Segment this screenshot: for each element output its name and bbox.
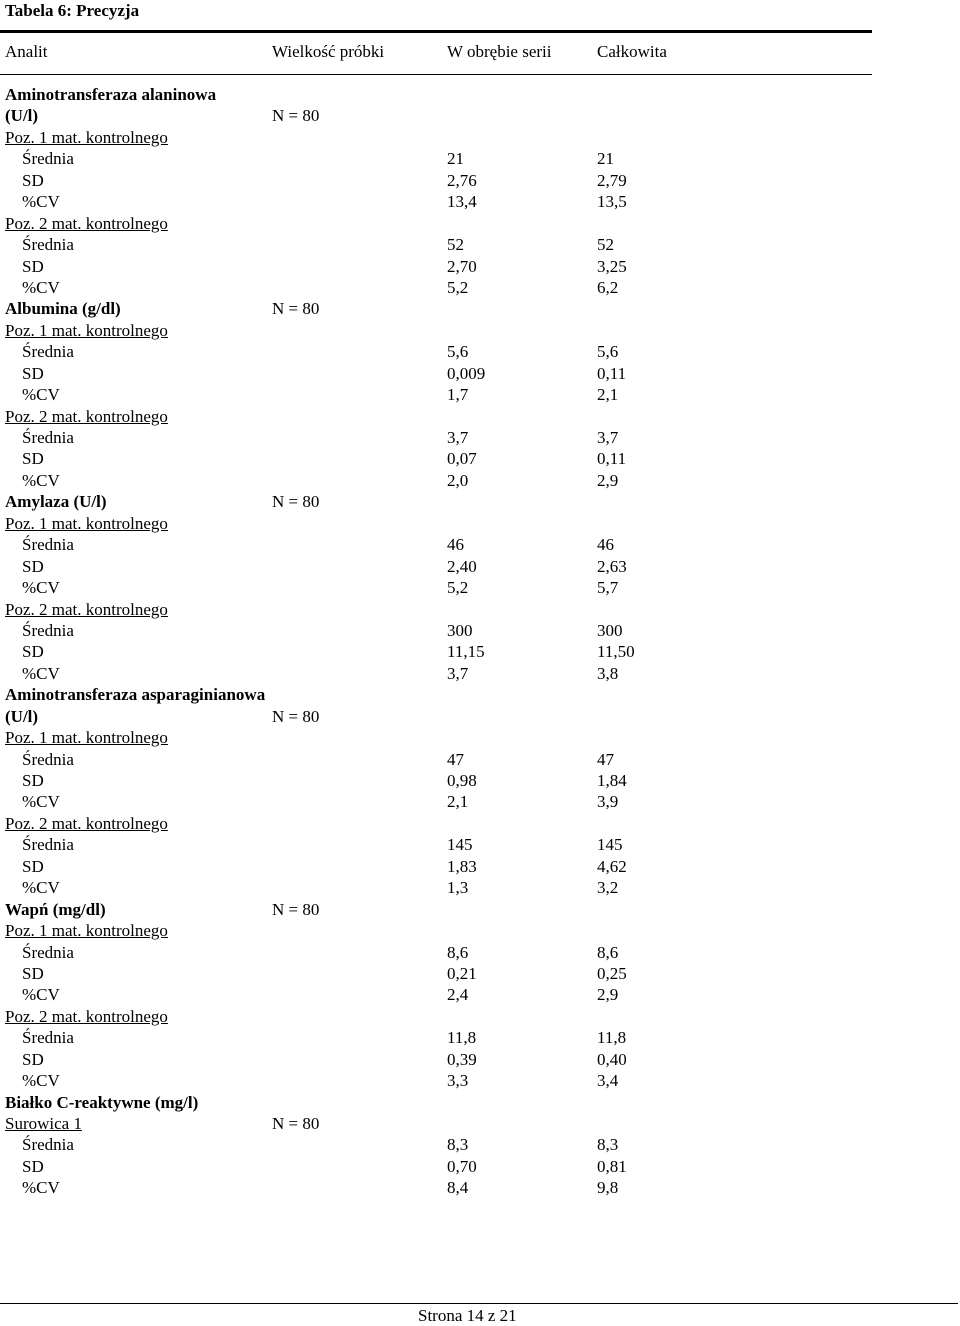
within-run-value: 11,8 [447, 1028, 477, 1048]
control-level-label: Poz. 1 mat. kontrolnego [5, 127, 168, 147]
header-within-run: W obrębie serii [447, 42, 552, 61]
total-value: 2,9 [597, 470, 619, 490]
table-row [0, 470, 960, 491]
total-value: 46 [597, 535, 614, 555]
within-run-value: 8,3 [447, 1135, 469, 1155]
table-row [0, 320, 960, 341]
total-value: 8,3 [597, 1135, 619, 1155]
statistic-label: Średnia [22, 149, 74, 169]
table-row [0, 148, 960, 169]
total-value: 2,9 [597, 985, 619, 1005]
statistic-label: SD [22, 363, 44, 383]
table-row [0, 1177, 960, 1198]
table-row [0, 170, 960, 191]
total-value: 5,7 [597, 578, 619, 598]
sample-size-value: N = 80 [272, 299, 320, 319]
within-run-value: 0,98 [447, 771, 477, 790]
statistic-label: %CV [22, 470, 60, 490]
total-value: 8,6 [597, 942, 619, 962]
within-run-value: 2,76 [447, 170, 477, 190]
total-value: 6,2 [597, 277, 619, 297]
within-run-value: 3,7 [447, 428, 469, 447]
table-row [0, 1134, 960, 1155]
table-row [0, 363, 960, 384]
total-value: 0,11 [597, 449, 627, 469]
control-level-label: Poz. 1 mat. kontrolnego [5, 728, 168, 748]
statistic-label: Średnia [22, 235, 74, 255]
within-run-value: 5,2 [447, 578, 469, 598]
table-row [0, 599, 960, 620]
total-value: 3,7 [597, 428, 619, 447]
header-total: Całkowita [597, 42, 667, 61]
within-run-value: 2,70 [447, 256, 477, 276]
total-value: 47 [597, 749, 614, 769]
table-row [0, 234, 960, 255]
table-row [0, 984, 960, 1005]
control-level-label: Poz. 1 mat. kontrolnego [5, 513, 168, 533]
statistic-label: %CV [22, 1178, 60, 1198]
total-value: 52 [597, 235, 614, 255]
total-value: 4,62 [597, 856, 627, 876]
statistic-label: SD [22, 771, 44, 790]
sample-size-value: N = 80 [272, 899, 320, 919]
statistic-label: Średnia [22, 428, 74, 447]
sample-size-value: N = 80 [272, 106, 320, 126]
control-level-label: Poz. 2 mat. kontrolnego [5, 213, 168, 233]
analyte-name: Albumina (g/dl) [5, 299, 121, 319]
analyte-name: Amylaza (U/l) [5, 492, 107, 512]
statistic-label: %CV [22, 985, 60, 1005]
table-row [0, 856, 960, 877]
total-value: 13,5 [597, 192, 627, 212]
within-run-value: 145 [447, 835, 473, 855]
statistic-label: Średnia [22, 835, 74, 855]
control-level-label: Poz. 1 mat. kontrolnego [5, 320, 168, 340]
statistic-label: SD [22, 256, 44, 276]
header-sample-size: Wielkość próbki [272, 42, 385, 61]
within-run-value: 3,3 [447, 1071, 469, 1091]
within-run-value: 2,1 [447, 792, 469, 812]
analyte-name: (U/l) [5, 106, 39, 126]
within-run-value: 1,7 [447, 385, 469, 405]
within-run-value: 2,40 [447, 556, 477, 576]
within-run-value: 300 [447, 620, 473, 640]
control-level-label: Poz. 2 mat. kontrolnego [5, 406, 168, 426]
total-value: 3,8 [597, 663, 619, 683]
table-row [0, 834, 960, 855]
within-run-value: 52 [447, 235, 464, 255]
analyte-name: Aminotransferaza asparaginianowa [5, 685, 266, 705]
within-run-value: 47 [447, 749, 464, 769]
statistic-label: %CV [22, 792, 60, 812]
table-row [0, 899, 960, 920]
header-top-rule [0, 30, 872, 33]
within-run-value: 1,83 [447, 856, 477, 876]
table-row [0, 620, 960, 641]
within-run-value: 0,39 [447, 1049, 477, 1069]
table-row [0, 341, 960, 362]
table-row [0, 491, 960, 512]
within-run-value: 0,07 [447, 449, 477, 469]
total-value: 2,79 [597, 170, 627, 190]
total-value: 3,4 [597, 1071, 619, 1091]
statistic-label: Średnia [22, 535, 74, 555]
table-row [0, 727, 960, 748]
statistic-label: Średnia [22, 942, 74, 962]
within-run-value: 5,6 [447, 342, 469, 362]
within-run-value: 2,0 [447, 470, 469, 490]
table-row [0, 1049, 960, 1070]
control-level-label: Poz. 1 mat. kontrolnego [5, 921, 168, 941]
statistic-label: Średnia [22, 749, 74, 769]
total-value: 2,63 [597, 556, 627, 576]
statistic-label: %CV [22, 1071, 60, 1091]
total-value: 9,8 [597, 1178, 619, 1198]
page-number: Strona 14 z 21 [418, 1306, 517, 1325]
control-level-label: Poz. 2 mat. kontrolnego [5, 599, 168, 619]
within-run-value: 5,2 [447, 277, 469, 297]
table-row [0, 577, 960, 598]
analyte-name: (U/l) [5, 706, 39, 726]
within-run-value: 11,15 [447, 642, 485, 662]
statistic-label: %CV [22, 663, 60, 683]
table-row [0, 1113, 960, 1134]
statistic-label: SD [22, 1156, 44, 1176]
statistic-label: SD [22, 1049, 44, 1069]
total-value: 145 [597, 835, 623, 855]
table-row [0, 877, 960, 898]
table-row [0, 406, 960, 427]
analyte-name: Wapń (mg/dl) [5, 899, 106, 919]
table-row [0, 1027, 960, 1048]
control-level-label: Poz. 2 mat. kontrolnego [5, 1006, 168, 1026]
total-value: 3,2 [597, 878, 619, 898]
total-value: 21 [597, 149, 614, 169]
table-title: Tabela 6: Precyzja [5, 1, 140, 20]
total-value: 0,25 [597, 963, 627, 983]
header-bottom-rule [0, 74, 872, 75]
table-row [0, 749, 960, 770]
within-run-value: 8,6 [447, 942, 469, 962]
statistic-label: SD [22, 449, 44, 469]
table-row [0, 556, 960, 577]
total-value: 1,84 [597, 771, 627, 790]
statistic-label: SD [22, 170, 44, 190]
table-row [0, 448, 960, 469]
table-row [0, 513, 960, 534]
within-run-value: 13,4 [447, 192, 477, 212]
table-row [0, 105, 960, 126]
table-row [0, 298, 960, 319]
within-run-value: 0,21 [447, 963, 477, 983]
total-value: 300 [597, 620, 623, 640]
table-row [0, 534, 960, 555]
footer-rule [0, 1303, 958, 1304]
table-row [0, 213, 960, 234]
total-value: 2,1 [597, 385, 619, 405]
analyte-name: Białko C-reaktywne (mg/l) [5, 1092, 199, 1112]
within-run-value: 46 [447, 535, 464, 555]
analyte-name: Aminotransferaza alaninowa [5, 85, 217, 104]
statistic-label: Średnia [22, 1028, 74, 1048]
statistic-label: %CV [22, 878, 60, 898]
table-row [0, 384, 960, 405]
table-row [0, 427, 960, 448]
sample-size-value: N = 80 [272, 706, 320, 726]
table-row [0, 127, 960, 148]
control-level-label: Surowica 1 [5, 1114, 82, 1133]
total-value: 0,40 [597, 1049, 627, 1069]
table-row [0, 84, 960, 105]
table-row [0, 813, 960, 834]
within-run-value: 3,7 [447, 663, 469, 683]
statistic-label: %CV [22, 578, 60, 598]
table-row [0, 942, 960, 963]
table-row [0, 770, 960, 791]
precision-table-body [0, 84, 960, 1199]
table-row [0, 277, 960, 298]
table-row [0, 1092, 960, 1113]
statistic-label: SD [22, 963, 44, 983]
total-value: 5,6 [597, 342, 619, 362]
total-value: 11,50 [597, 642, 635, 662]
table-row [0, 641, 960, 662]
table-row [0, 791, 960, 812]
within-run-value: 21 [447, 149, 464, 169]
statistic-label: %CV [22, 385, 60, 405]
total-value: 0,11 [597, 363, 627, 383]
table-row [0, 1070, 960, 1091]
header-analyte: Analit [5, 42, 48, 61]
statistic-label: SD [22, 642, 44, 662]
table-row [0, 684, 960, 705]
within-run-value: 8,4 [447, 1178, 469, 1198]
table-row [0, 963, 960, 984]
statistic-label: Średnia [22, 342, 74, 362]
within-run-value: 0,009 [447, 363, 486, 383]
total-value: 11,8 [597, 1028, 627, 1048]
table-row [0, 1156, 960, 1177]
statistic-label: SD [22, 556, 44, 576]
within-run-value: 0,70 [447, 1156, 477, 1176]
table-row [0, 706, 960, 727]
within-run-value: 1,3 [447, 878, 469, 898]
table-row [0, 256, 960, 277]
total-value: 3,25 [597, 256, 627, 276]
control-level-label: Poz. 2 mat. kontrolnego [5, 813, 168, 833]
table-row [0, 1006, 960, 1027]
sample-size-value: N = 80 [272, 1114, 320, 1133]
statistic-label: SD [22, 856, 44, 876]
table-row [0, 663, 960, 684]
total-value: 0,81 [597, 1156, 627, 1176]
table-row [0, 191, 960, 212]
statistic-label: Średnia [22, 1135, 74, 1155]
total-value: 3,9 [597, 792, 619, 812]
statistic-label: Średnia [22, 620, 74, 640]
statistic-label: %CV [22, 192, 60, 212]
table-row [0, 920, 960, 941]
sample-size-value: N = 80 [272, 492, 320, 512]
statistic-label: %CV [22, 277, 60, 297]
within-run-value: 2,4 [447, 985, 469, 1005]
